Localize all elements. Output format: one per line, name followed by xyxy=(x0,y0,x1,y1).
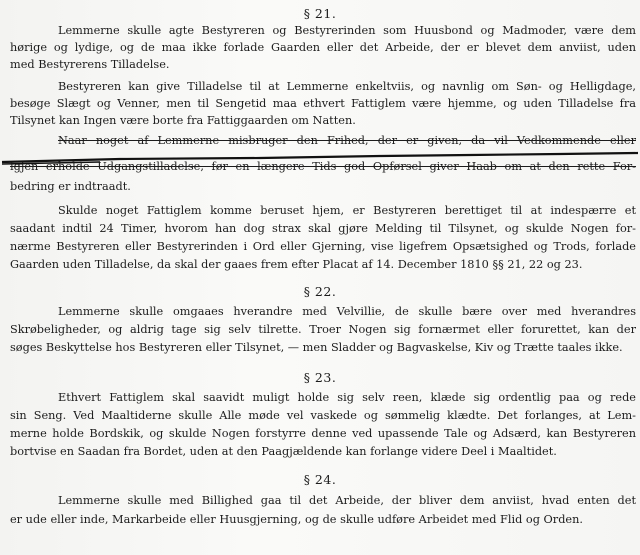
paragraph-line: Bestyreren kan give Tilladelse til at Lemmerne enkeltviis, og navnlig om Søn- og Helligdage, xyxy=(58,80,636,93)
paragraph-line: Skulde noget Fattiglem komme beruset hjem, er Bestyreren berettiget til at indespærre et xyxy=(58,204,636,217)
paragraph-line: Tilsynet kan Ingen være borte fra Fattiggaarden om Natten. xyxy=(10,114,356,127)
paragraph-line: Lemmerne skulle agte Bestyreren og Bestyrerinden som Huusbond og Madmoder, være dem xyxy=(58,24,636,37)
paragraph-line: Gaarden uden Tilladelse, da skal der gaaes frem efter Placat af 14. December 1810 §§ 21, 22 og 23. xyxy=(10,258,583,271)
paragraph-line: sin Seng. Ved Maaltiderne skulle Alle møde vel vaskede og sømmelig klædte. Det forlanges, at Lem- xyxy=(10,409,636,422)
struck-paragraph-line: igjen erholde Udgangstilladelse, før en længere Tids god Opførsel giver Haab om at den rette For- xyxy=(10,160,636,173)
paragraph-line: Ethvert Fattiglem skal saavidt muligt holde sig selv reen, klæde sig ordentlig paa og rede xyxy=(58,391,636,404)
section-heading-22: § 22. xyxy=(303,284,337,299)
paragraph-line: Skrøbeligheder, og aldrig tage sig selv tilrette. Troer Nogen sig fornærmet eller forurettet, kan der xyxy=(10,323,636,336)
paragraph-line: med Bestyrerens Tilladelse. xyxy=(10,58,170,71)
section-heading-24: § 24. xyxy=(303,472,337,487)
struck-paragraph-line: Naar noget af Lemmerne misbruger den Frihed, der er given, da vil Vedkommende eller xyxy=(58,134,636,147)
paragraph-line: merne holde Bordskik, og skulde Nogen forstyrre denne ved upassende Tale og Adsærd, kan Bestyreren xyxy=(10,427,636,440)
paragraph-line: bortvise en Saadan fra Bordet, uden at den Paagjældende kan forlange videre Deel i Maaltidet. xyxy=(10,445,557,458)
paragraph-line: saadant indtil 24 Timer, hvorom han dog strax skal gjøre Melding til Tilsynet, og skulde Nogen for- xyxy=(10,222,636,235)
section-heading-23: § 23. xyxy=(303,370,337,385)
paragraph-line: nærme Bestyreren eller Bestyrerinden i Ord eller Gjerning, vise ligefrem Opsætsighed og Trods, forlade xyxy=(10,240,636,253)
paragraph-line: Lemmerne skulle omgaaes hverandre med Velvillie, de skulle bære over med hverandres xyxy=(58,305,636,318)
section-heading-21: § 21. xyxy=(303,6,337,21)
paragraph-line: er ude eller inde, Markarbeide eller Huusgjerning, og de skulle udføre Arbeidet med Flid og Orden. xyxy=(10,513,583,526)
paragraph-line: Lemmerne skulle med Billighed gaa til det Arbeide, der bliver dem anviist, hvad enten det xyxy=(58,494,636,507)
paragraph-line: hørige og lydige, og de maa ikke forlade Gaarden eller det Arbeide, der er blevet dem anviist, uden xyxy=(10,41,636,54)
paragraph-line: besøge Slægt og Venner, men til Sengetid maa ethvert Fattiglem være hjemme, og uden Tilladelse fra xyxy=(10,97,636,110)
paragraph-line: bedring er indtraadt. xyxy=(10,180,131,193)
paragraph-line: søges Beskyttelse hos Bestyreren eller Tilsynet, — men Sladder og Bagvaskelse, Kiv og Trætte taales ikke. xyxy=(10,341,623,354)
